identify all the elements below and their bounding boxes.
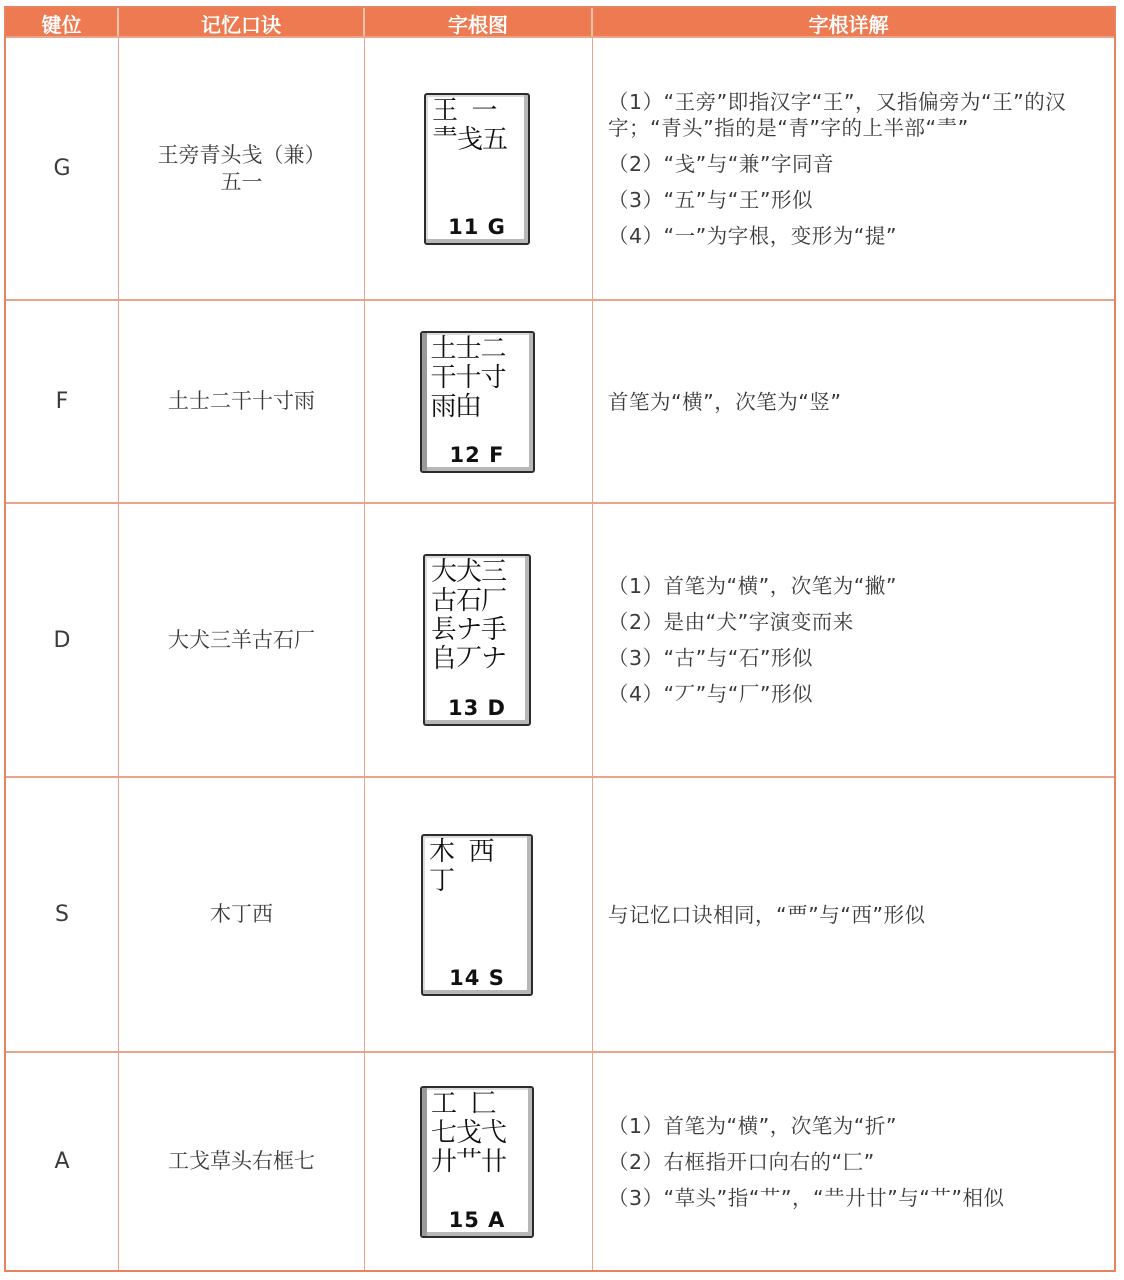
detail-item: （3）“草头”指“艹”，“龷廾廿”与“艹”相似 [608, 1185, 1005, 1210]
detail-item: （1）首笔为“横”，次笔为“折” [608, 1113, 898, 1138]
radical-glyphs: 土士二 干十寸 雨甶 [430, 333, 506, 422]
mnemonic-cell [119, 1053, 365, 1270]
detail-item: （2）是由“犬”字演变而来 [608, 610, 854, 634]
detail-cell [593, 301, 1114, 502]
detail-cell [593, 38, 1114, 299]
table-row [6, 36, 1114, 299]
chart-cell [365, 38, 593, 299]
radical-code: 11 G [448, 214, 506, 239]
table-row [6, 299, 1114, 502]
chart-cell [365, 1053, 593, 1270]
detail-item: （3）“五”与“王”形似 [608, 187, 814, 212]
mnemonic-cell [119, 778, 365, 1051]
detail-item: （4）“丆”与“厂”形似 [608, 682, 814, 706]
radical-card [420, 331, 535, 473]
header-detail: 字根详解 [808, 12, 889, 37]
table-row [6, 502, 1114, 776]
radical-table [4, 6, 1116, 1272]
radical-code: 14 S [449, 965, 505, 990]
table-header [6, 8, 1114, 38]
mnemonic-line: 大犬三羊古石厂 [168, 627, 315, 652]
key-cell: G [6, 38, 119, 299]
radical-glyphs: 大犬三 古石厂 镸ナ手 𠂤丆ナ [431, 557, 507, 674]
radical-glyphs: 王 一 龶戋五 [432, 95, 508, 155]
detail-item: （1）“王旁”即指汉字“王”，又指偏旁为“王”的汉字；“青头”指的是“青”字的上半部“龶” [608, 89, 1067, 140]
detail-item: （4）“一”为字根，变形为“提” [608, 223, 898, 248]
radical-card [420, 1086, 534, 1238]
detail-cell [593, 504, 1114, 776]
detail-list [608, 1113, 1005, 1211]
mnemonic-cell [119, 38, 365, 299]
mnemonic-line: 土士二干十寸雨 [168, 389, 315, 413]
header-mnemonic: 记忆口诀 [119, 8, 365, 38]
detail-item: （1）首笔为“横”，次笔为“撇” [608, 574, 898, 598]
mnemonic-line: 木丁西 [210, 902, 273, 926]
key-cell: A [6, 1053, 119, 1270]
radical-card [424, 93, 530, 245]
radical-card [423, 554, 531, 726]
table-row [6, 1051, 1114, 1270]
radical-glyphs: 工 匚 七戈弋 廾艹卄 [431, 1088, 507, 1177]
radical-code: 12 F [449, 442, 505, 467]
detail-item: 与记忆口诀相同，“覀”与“西”形似 [608, 902, 926, 927]
detail-item: （3）“古”与“石”形似 [608, 646, 814, 670]
mnemonic-line: 五一 [220, 169, 263, 194]
header-key: 键位 [6, 8, 119, 38]
key-cell: F [6, 301, 119, 502]
detail-item: （2）右框指开口向右的“匚” [608, 1149, 875, 1174]
mnemonic-cell [119, 301, 365, 502]
mnemonic-line: 王旁青头戋（兼） [157, 142, 326, 167]
radical-card [421, 834, 533, 996]
radical-glyphs: 木 西 丁 [429, 836, 494, 896]
detail-cell [593, 778, 1114, 1051]
detail-cell [593, 1053, 1114, 1270]
detail-list [608, 89, 1104, 249]
detail-item: （2）“戋”与“兼”字同音 [608, 151, 835, 176]
detail-list [608, 389, 841, 415]
key-cell: S [6, 778, 119, 1051]
detail-item: 首笔为“横”，次笔为“竖” [608, 389, 842, 414]
key-cell: D [6, 504, 119, 776]
radical-code: 15 A [448, 1207, 506, 1232]
mnemonic-cell [119, 504, 365, 776]
table-row [6, 776, 1114, 1051]
header-chart: 字根图 [365, 8, 593, 38]
detail-list [608, 573, 897, 707]
radical-code: 13 D [448, 696, 506, 720]
chart-cell [365, 778, 593, 1051]
detail-list [608, 902, 925, 928]
chart-cell [365, 504, 593, 776]
chart-cell [365, 301, 593, 502]
mnemonic-line: 工戈草头右框七 [168, 1149, 315, 1173]
